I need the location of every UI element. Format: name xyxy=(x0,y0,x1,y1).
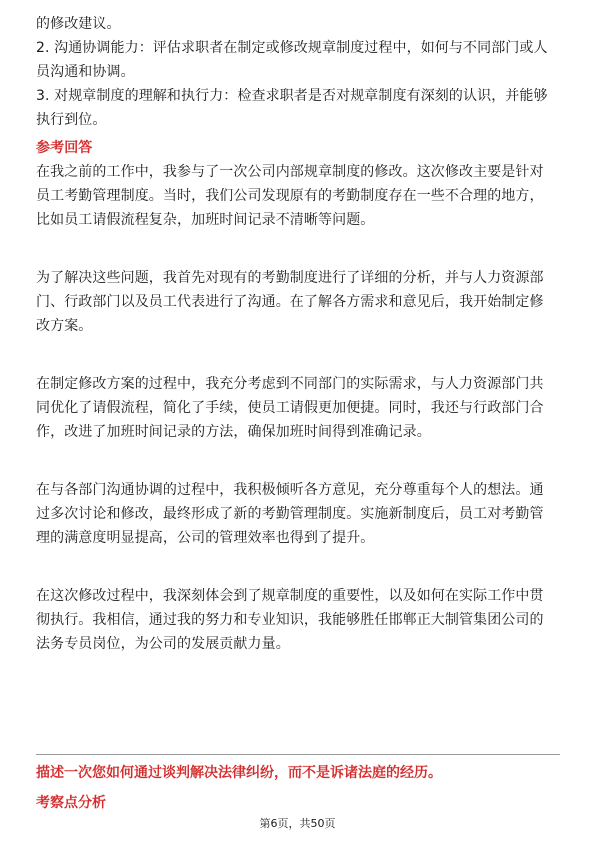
page-content xyxy=(36,14,560,658)
text-line: 理的满意度明显提高，公司的管理效率也得到了提升。 xyxy=(36,530,375,546)
analysis-heading: 考察点分析 xyxy=(36,795,106,811)
paragraph xyxy=(36,586,560,658)
text-line: 员沟通和协调。 xyxy=(36,64,135,80)
spacer xyxy=(36,234,560,268)
spacer xyxy=(36,552,560,586)
paragraph xyxy=(36,162,560,234)
text-line: 在我之前的工作中，我参与了一次公司内部规章制度的修改。这次修改主要是针对 xyxy=(36,164,544,180)
spacer xyxy=(36,340,560,374)
section-divider xyxy=(36,754,560,755)
text-line: 3. 对规章制度的理解和执行力：检查求职者是否对规章制度有深刻的认识，并能够 xyxy=(36,88,548,104)
text-line: 同优化了请假流程，简化了手续，使员工请假更加便捷。同时，我还与行政部门合 xyxy=(36,400,544,416)
answer-heading: 参考回答 xyxy=(36,140,93,156)
text-line: 在与各部门沟通协调的过程中，我积极倾听各方意见，充分尊重每个人的想法。通 xyxy=(36,482,544,498)
text-line: 2. 沟通协调能力：评估求职者在制定或修改规章制度过程中，如何与不同部门或人 xyxy=(36,40,548,56)
text-line: 法务专员岗位，为公司的发展贡献力量。 xyxy=(36,636,290,652)
paragraph xyxy=(36,480,560,552)
text-line: 门、行政部门以及员工代表进行了沟通。在了解各方需求和意见后，我开始制定修 xyxy=(36,294,544,310)
next-question: 描述一次您如何通过谈判解决法律纠纷，而不是诉诸法庭的经历。 xyxy=(36,765,442,781)
paragraph xyxy=(36,374,560,446)
text-line: 为了解决这些问题，我首先对现有的考勤制度进行了详细的分析，并与人力资源部 xyxy=(36,270,544,286)
text-line: 在制定修改方案的过程中，我充分考虑到不同部门的实际需求，与人力资源部门共 xyxy=(36,376,544,392)
text-line: 改方案。 xyxy=(36,318,93,334)
paragraph xyxy=(36,268,560,340)
page-footer: 第6页，共50页 xyxy=(259,817,336,830)
text-line: 作，改进了加班时间记录的方法，确保加班时间得到准确记录。 xyxy=(36,424,431,440)
text-line: 员工考勤管理制度。当时，我们公司发现原有的考勤制度存在一些不合理的地方， xyxy=(36,188,544,204)
text-line: 彻执行。我相信，通过我的努力和专业知识，我能够胜任邯郸正大制管集团公司的 xyxy=(36,612,544,628)
text-line: 比如员工请假流程复杂，加班时间记录不清晰等问题。 xyxy=(36,212,375,228)
text-line: 执行到位。 xyxy=(36,112,107,128)
text-line: 过多次讨论和修改，最终形成了新的考勤管理制度。实施新制度后，员工对考勤管 xyxy=(36,506,544,522)
spacer xyxy=(36,446,560,480)
text-line: 在这次修改过程中，我深刻体会到了规章制度的重要性，以及如何在实际工作中贯 xyxy=(36,588,544,604)
text-line: 的修改建议。 xyxy=(36,16,121,32)
